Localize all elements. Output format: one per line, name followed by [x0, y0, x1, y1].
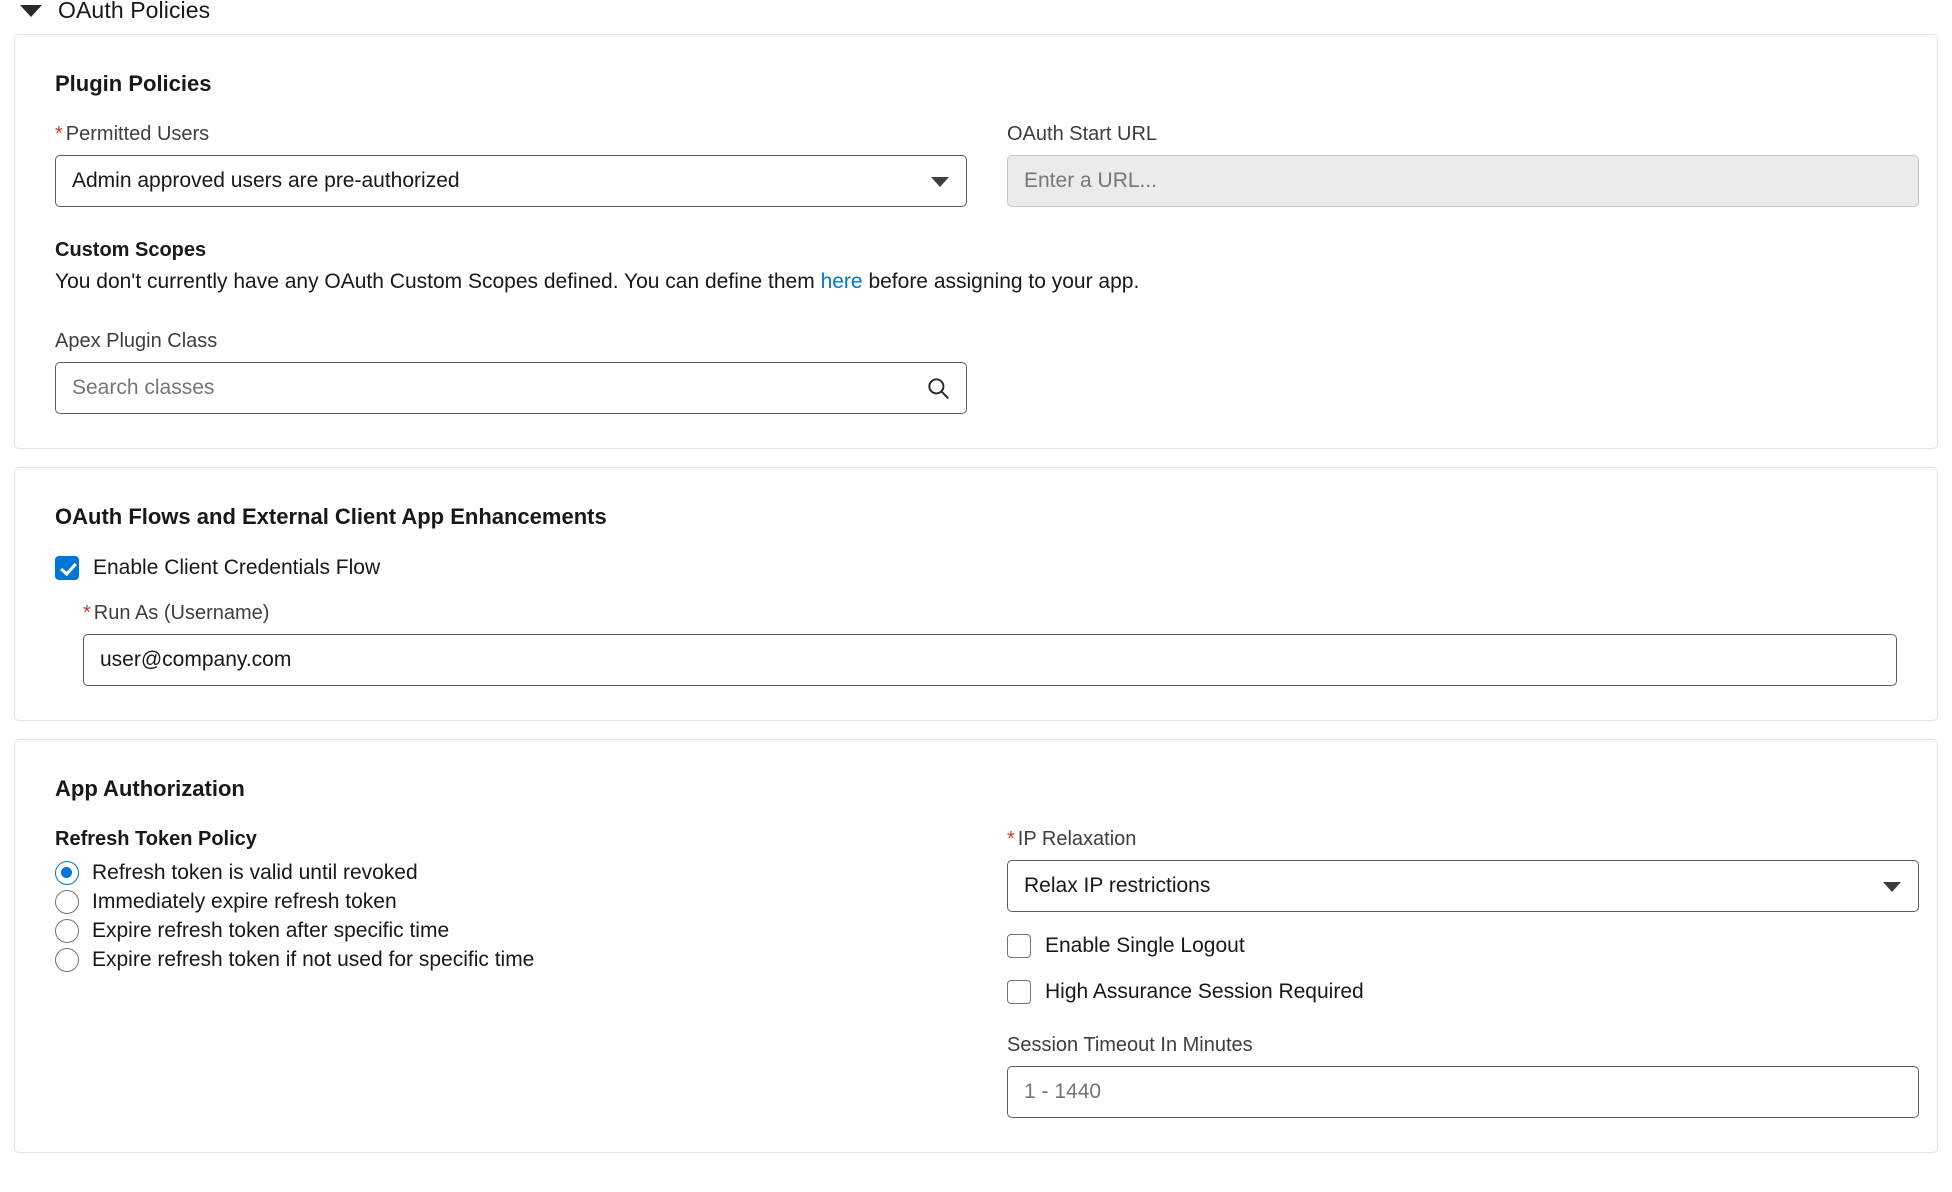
refresh-token-radio-label-0: Refresh token is valid until revoked — [92, 861, 418, 885]
refresh-token-policy-label: Refresh Token Policy — [55, 828, 257, 851]
apex-plugin-class-label: Apex Plugin Class — [55, 330, 218, 353]
required-marker: * — [1007, 828, 1015, 851]
plugin-policies-row — [55, 123, 1897, 207]
required-marker: * — [55, 123, 63, 145]
run-as-label: * Run As (Username) — [83, 602, 270, 625]
radio-row[interactable] — [55, 948, 967, 972]
enable-single-logout-checkbox[interactable] — [1007, 934, 1031, 958]
refresh-token-radio-2[interactable] — [55, 919, 79, 943]
high-assurance-session-row[interactable] — [1007, 980, 1919, 1004]
enable-single-logout-label: Enable Single Logout — [1045, 934, 1245, 958]
custom-scopes-description — [55, 268, 1897, 296]
custom-scopes-here-link[interactable]: here — [820, 270, 863, 293]
refresh-token-radio-label-1: Immediately expire refresh token — [92, 890, 397, 914]
radio-row[interactable] — [55, 919, 967, 943]
ip-relaxation-label: * IP Relaxation — [1007, 828, 1137, 851]
enable-single-logout-row[interactable] — [1007, 934, 1919, 958]
oauth-start-url-label: OAuth Start URL — [1007, 123, 1158, 145]
refresh-token-radio-3[interactable] — [55, 948, 79, 972]
permitted-users-label: * Permitted Users — [55, 123, 210, 145]
enable-client-credentials-label: Enable Client Credentials Flow — [93, 556, 381, 580]
run-as-field-group — [55, 602, 1897, 686]
session-timeout-label: Session Timeout In Minutes — [1007, 1034, 1253, 1057]
refresh-token-policy-group — [55, 828, 967, 1118]
oauth-start-url-input[interactable] — [1007, 155, 1919, 207]
refresh-token-radio-label-2: Expire refresh token after specific time — [92, 919, 450, 943]
run-as-input[interactable] — [83, 634, 1897, 686]
permitted-users-select[interactable] — [55, 155, 967, 207]
enable-client-credentials-checkbox[interactable] — [55, 556, 79, 580]
plugin-policies-title: Plugin Policies — [55, 71, 212, 96]
ip-relaxation-select[interactable] — [1007, 860, 1919, 912]
required-marker: * — [83, 602, 91, 625]
permitted-users-field-group — [55, 123, 967, 207]
oauth-flows-card — [14, 467, 1938, 721]
apex-plugin-class-search-wrap — [55, 362, 967, 414]
apex-plugin-class-input[interactable] — [55, 362, 967, 414]
high-assurance-session-label: High Assurance Session Required — [1045, 980, 1364, 1004]
oauth-flows-title: OAuth Flows and External Client App Enhancements — [55, 504, 607, 530]
page-title: OAuth Policies — [58, 0, 211, 23]
ip-relaxation-group — [1007, 828, 1919, 1118]
chevron-down-icon[interactable] — [20, 5, 42, 17]
oauth-start-url-field-group — [1007, 123, 1919, 207]
high-assurance-session-checkbox[interactable] — [1007, 980, 1031, 1004]
ip-relaxation-select-wrap — [1007, 860, 1919, 912]
permitted-users-select-wrap — [55, 155, 967, 207]
plugin-policies-card — [14, 34, 1938, 449]
custom-scopes-text-after: before assigning to your app. — [862, 270, 1140, 293]
refresh-token-radio-1[interactable] — [55, 890, 79, 914]
refresh-token-radio-0[interactable] — [55, 861, 79, 885]
custom-scopes-text-before: You don't currently have any OAuth Custom Scopes defined. You can define them — [55, 270, 821, 293]
radio-row[interactable] — [55, 890, 967, 914]
app-authorization-row — [55, 828, 1897, 1118]
custom-scopes-heading: Custom Scopes — [55, 239, 207, 261]
radio-row[interactable] — [55, 861, 967, 885]
enable-client-credentials-row[interactable] — [55, 556, 1897, 580]
oauth-policies-section-header[interactable] — [0, 0, 1952, 34]
app-authorization-title: App Authorization — [55, 776, 245, 802]
session-timeout-field-group — [1007, 1034, 1919, 1118]
app-authorization-card — [14, 739, 1938, 1153]
session-timeout-input[interactable] — [1007, 1066, 1919, 1118]
refresh-token-radio-label-3: Expire refresh token if not used for specific time — [92, 948, 535, 972]
